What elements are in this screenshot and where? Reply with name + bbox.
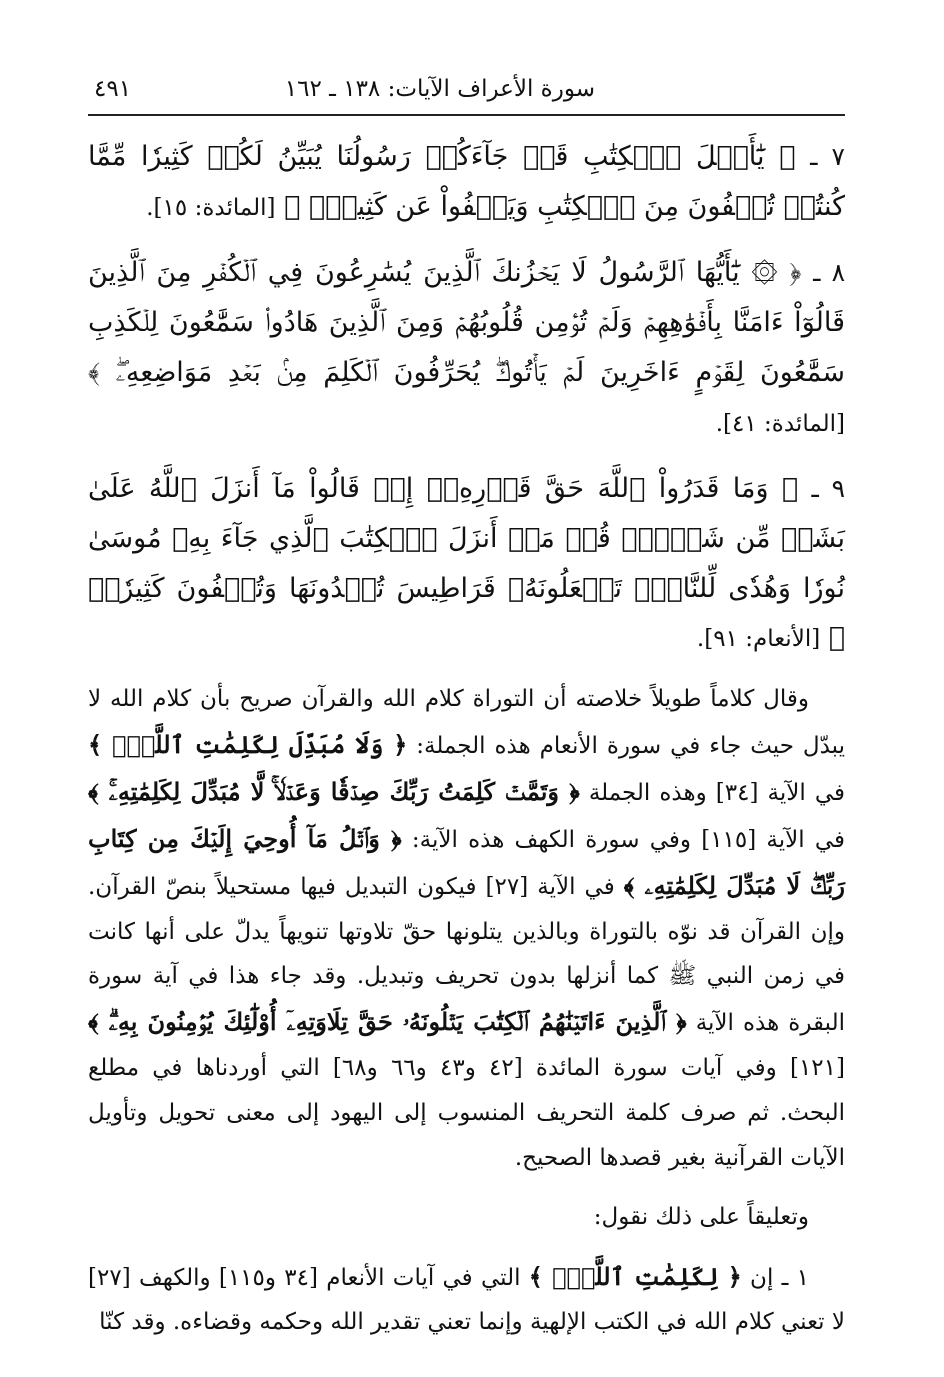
body-text: في الآية [٣٤] وهذه الجملة	[588, 780, 845, 807]
verse-reference: [المائدة: ٤١].	[715, 410, 845, 437]
item-number: ٧ ـ	[810, 142, 845, 171]
quran-verse: ﴿ وَمَا قَدَرُواْ ٱللَّهَ حَقَّ قَدۡرِهِۦٓ إِذۡ قَالُواْ مَآ أَنزَلَ ٱللَّهُ عَلَىٰ بَشَرٖ مِّن شَيۡءٖۗ قُلۡ مَنۡ أَنزَلَ ٱلۡكِتَٰبَ ٱلَّذِي جَآءَ بِهِۦ مُوسَىٰ نُورٗا وَهُدٗى لِّلنَّاسِۖ تَجۡعَلُونَهُۥ قَرَاطِيسَ تُبۡدُونَهَا وَتُخۡفُونَ كَثِيرٗاۖ ﴾	[88, 472, 845, 654]
quran-quote: ﴿ ٱلَّذِينَ ءَاتَيۡنَٰهُمُ ٱلۡكِتَٰبَ يَتۡلُونَهُۥ حَقَّ تِلَاوَتِهِۦٓ أُوْلَٰٓئِكَ يُؤۡمِنُونَ بِهِۦۗ ﴾	[88, 1007, 687, 1037]
paragraph-summary	[88, 677, 845, 1180]
verse-reference: [المائدة: ١٥].	[146, 194, 276, 221]
quran-citation-9	[88, 464, 845, 664]
paragraph-commentary-intro: وتعليقاً على ذلك نقول:	[593, 1203, 809, 1230]
chapter-title: سورة الأعراف الآيات: ١٣٨ ـ ١٦٢	[284, 76, 595, 102]
quran-verse: ﴿ يَٰٓأَهۡلَ ٱلۡكِتَٰبِ قَدۡ جَآءَكُمۡ رَسُولُنَا يُبَيِّنُ لَكُمۡ كَثِيرٗا مِّمَّا كُنتُمۡ تُخۡفُونَ مِنَ ٱلۡكِتَٰبِ وَيَعۡفُواْ عَن كَثِيرٖۚ ﴾	[88, 141, 845, 222]
quran-verse: ﴿ ۞ يَٰٓأَيُّهَا ٱلرَّسُولُ لَا يَحۡزُنكَ ٱلَّذِينَ يُسَٰرِعُونَ فِي ٱلۡكُفۡرِ مِنَ ٱلَّذِينَ قَالُوٓاْ ءَامَنَّا بِأَفۡوَٰهِهِمۡ وَلَمۡ تُؤۡمِن قُلُوبُهُمۡۛ وَمِنَ ٱلَّذِينَ هَادُواْۛ سَمَّٰعُونَ لِلۡكَذِبِ سَمَّٰعُونَ لِقَوۡمٍ ءَاخَرِينَ لَمۡ يَأۡتُوكَۖ يُحَرِّفُونَ ٱلۡكَلِمَ مِنۢ بَعۡدِ مَوَاضِعِهِۦۖ ﴾	[88, 256, 845, 388]
body-text: [١٢١] وفي آيات سورة المائدة [٤٢ و٤٣ و٦٦ و٦٨] التي أوردناها في مطلع البحث. ثم صرف كلمة التحريف المنسوب إلى اليهود إلى معنى تحويل وتأويل الآيات القرآنية بغير قصدها الصحيح.	[88, 1055, 845, 1171]
body-text: التي في آيات الأنعام [٣٤ و١١٥] والكهف [٢٧] لا تعني كلام الله في الكتب الإلهية وإنما تعني تقدير الله وحكمه وقضاءه. وقد كنّا	[88, 1264, 845, 1336]
body-text: في الآية [٢٧] فيكون التبديل فيها مستحيلاً بنصّ القرآن. وإن القرآن قد نوّه بالتوراة وبالذين يتلونها حقّ تلاوتها تنويهاً يدلّ على أنها كانت في زمن النبي ﷺ كما أنزلها بدون تحريف وتبديل. وقد جاء هذا في آية سورة البقرة هذه الآية	[88, 873, 846, 1037]
page-number: ٤٩١	[94, 76, 132, 102]
body-text: ١ ـ إن	[750, 1264, 809, 1291]
quran-citation-8	[88, 248, 845, 448]
quran-quote: ﴿ وَٱتۡلُ مَآ أُوحِيَ إِلَيۡكَ مِن كِتَابِ رَبِّكَۖ لَا مُبَدِّلَ لِكَلِمَٰتِهِۦ ﴾	[88, 823, 846, 900]
item-number: ٩ ـ	[811, 473, 845, 503]
page-body	[88, 132, 845, 1345]
quran-quote: ﴿ لِكَلِمَٰتِ ٱللَّهِۚ ﴾	[528, 1261, 742, 1291]
verse-reference: [الأنعام: ٩١].	[696, 626, 821, 653]
body-text: وقال كلاماً طويلاً خلاصته أن التوراة كلام الله والقرآن صريح بأن كلام الله لا يبدّل حيث جاء في سورة الأنعام هذه الجملة:	[88, 686, 846, 760]
running-header	[88, 70, 845, 116]
item-number: ٨ ـ	[813, 257, 845, 287]
book-page	[88, 70, 845, 1345]
body-text: في الآية [١١٥] وفي سورة الكهف هذه الآية:	[411, 826, 846, 853]
quran-quote: ﴿ وَتَمَّتۡ كَلِمَتُ رَبِّكَ صِدۡقٗا وَعَدۡلٗاۚ لَّا مُبَدِّلَ لِكَلِمَٰتِهِۦۚ ﴾	[88, 777, 580, 807]
quran-quote: ﴿ وَلَا مُبَدِّلَ لِكَلِمَٰتِ ٱللَّهِۚ ﴾	[88, 730, 408, 760]
quran-citation-7	[88, 132, 845, 232]
paragraph-point-1	[88, 1254, 845, 1346]
